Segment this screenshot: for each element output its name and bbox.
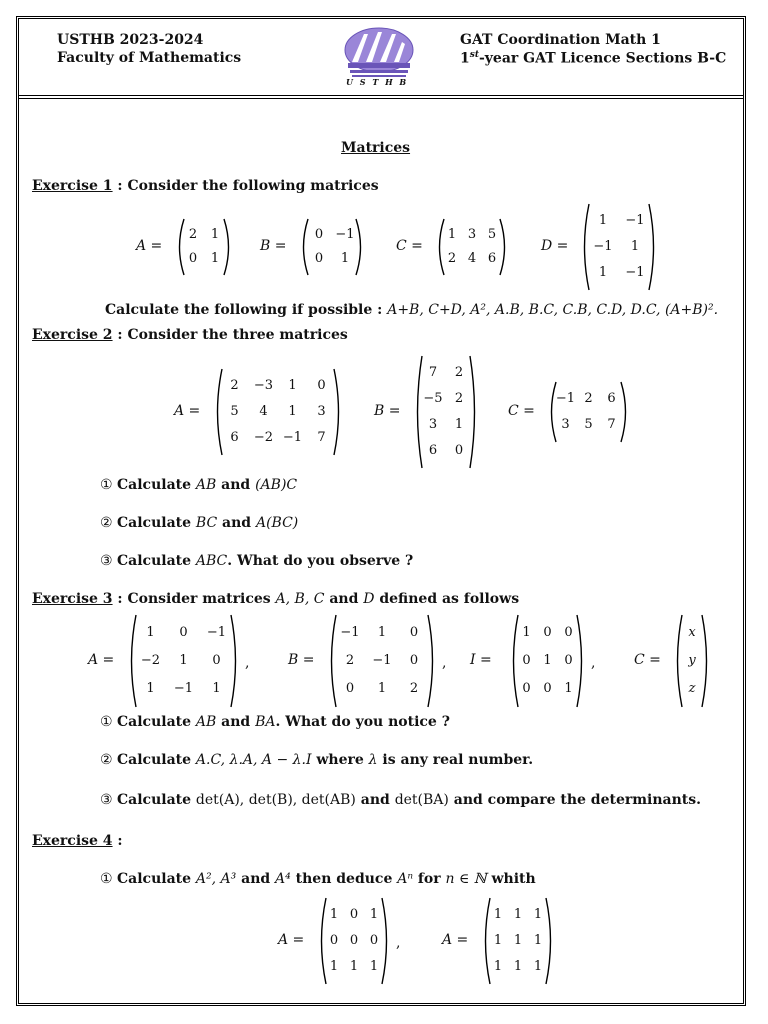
ex1-matrix-b-cell: 0 xyxy=(314,251,324,266)
ex4-matrix-a2-cell: 1 xyxy=(493,907,503,922)
usthb-logo xyxy=(340,26,418,90)
ex1-matrix-c-cell: 2 xyxy=(447,251,457,266)
ex2-matrix-c-cell: 6 xyxy=(607,391,616,406)
ex1-matrix-b-brackets xyxy=(298,217,366,277)
ex1-matrix-b-cell: −1 xyxy=(335,227,355,242)
ex2-matrix-a-cell: 7 xyxy=(317,430,326,445)
ex3-matrix-b-cell: 0 xyxy=(345,681,355,696)
ex1-matrix-a-cell: 0 xyxy=(188,251,198,266)
ex1-matrix-a-cell: 2 xyxy=(188,227,198,242)
ex2-matrix-a-cell: −3 xyxy=(253,378,274,393)
ex3-matrix-i-cell: 0 xyxy=(522,681,531,696)
page-title: Matrices xyxy=(341,140,411,156)
ex3-heading: Exercise 3 : Consider matrices A, B, C and D defined as follows xyxy=(32,591,520,607)
ex2-matrix-b-cell: 3 xyxy=(428,417,438,432)
ex1-matrix-d-cell: 1 xyxy=(598,213,608,228)
ex3-matrix-c-cell: z xyxy=(688,681,696,696)
ex1-matrix-c-cell: 3 xyxy=(467,227,477,242)
ex4-item-1: ① Calculate A², A³ and A⁴ then deduce Aⁿ for n ∈ ℕ whith xyxy=(100,871,536,887)
ex1-matrix-d-cell: −1 xyxy=(625,265,645,280)
ex2-matrix-a-cell: 0 xyxy=(317,378,326,393)
ex4-matrix-a2-cell: 1 xyxy=(513,907,523,922)
ex3-matrix-i-name: I = xyxy=(470,652,492,668)
ex4-matrix-a1-cell: 1 xyxy=(349,959,359,974)
header-divider-2 xyxy=(19,98,743,99)
ex2-matrix-a-name: A = xyxy=(174,403,201,419)
ex3-matrix-c-cell: x xyxy=(688,625,696,640)
ex1-matrix-a-cell: 1 xyxy=(210,251,220,266)
ex4-matrix-a1-cell: 1 xyxy=(329,959,339,974)
ex3-matrix-a-cell: 1 xyxy=(146,681,155,696)
ex1-matrix-d-cell: −1 xyxy=(625,213,645,228)
page-frame xyxy=(16,16,746,1006)
ex1-matrix-c-name: C = xyxy=(396,238,423,254)
ex2-matrix-a-cell: 1 xyxy=(288,378,297,393)
ex1-matrix-d-cell: −1 xyxy=(593,239,613,254)
ex3-matrix-b-cell: −1 xyxy=(340,625,360,640)
ex4-matrix-a2-cell: 1 xyxy=(493,933,503,948)
ex4-matrix-a1-cell: 0 xyxy=(349,907,359,922)
ex3-item-1: ① Calculate AB and BA. What do you notice ? xyxy=(100,714,450,730)
ex3-matrix-b-name: B = xyxy=(288,652,315,668)
ex4-matrix-a1-cell: 1 xyxy=(329,907,339,922)
header-coordination: GAT Coordination Math 1 xyxy=(460,32,661,48)
ex2-matrix-a-cell: −2 xyxy=(253,430,274,445)
ex4-matrix-a2-cell: 1 xyxy=(533,907,543,922)
header-divider xyxy=(19,95,743,96)
ex3-item-2: ② Calculate A.C, λ.A, A − λ.I where λ is any real number. xyxy=(100,752,534,768)
ex2-matrix-b-cell: 1 xyxy=(454,417,464,432)
ex3-matrix-a-separator: , xyxy=(245,655,250,671)
ex3-matrix-b-cell: 1 xyxy=(377,625,387,640)
ex3-matrix-a-cell: −2 xyxy=(140,653,161,668)
ex1-matrix-a-brackets xyxy=(174,217,234,277)
ex4-matrix-a2-cell: 1 xyxy=(513,933,523,948)
header-faculty: Faculty of Mathematics xyxy=(57,50,242,66)
ex3-matrix-a-cell: 0 xyxy=(212,653,221,668)
ex3-matrix-i-cell: 0 xyxy=(543,681,552,696)
ex1-matrix-c-cell: 4 xyxy=(467,251,477,266)
ex4-heading: Exercise 4 : xyxy=(32,833,123,849)
ex2-matrix-c-cell: 3 xyxy=(561,417,570,432)
ex4-matrix-a2-name: A = xyxy=(442,932,469,948)
ex3-matrix-i-cell: 0 xyxy=(564,653,573,668)
ex4-matrix-a1-separator: , xyxy=(396,935,401,951)
ex3-matrix-b-cell: 2 xyxy=(409,681,419,696)
ex2-matrix-a-cell: 3 xyxy=(317,404,326,419)
ex3-matrix-b-cell: 0 xyxy=(409,653,419,668)
ex3-matrix-i-cell: 0 xyxy=(522,653,531,668)
ex1-matrix-d-cell: 1 xyxy=(630,239,640,254)
header-section: 1st-year GAT Licence Sections B-C xyxy=(460,50,727,67)
ex2-matrix-a-cell: −1 xyxy=(282,430,303,445)
ex2-matrix-b-cell: 6 xyxy=(428,443,438,458)
ex3-matrix-b-cell: −1 xyxy=(372,653,392,668)
ex4-matrix-a1-cell: 0 xyxy=(369,933,379,948)
ex3-matrix-a-cell: −1 xyxy=(206,625,227,640)
ex4-matrix-a2-cell: 1 xyxy=(493,959,503,974)
ex3-matrix-i-cell: 0 xyxy=(564,625,573,640)
ex2-matrix-c-brackets xyxy=(546,380,631,444)
ex3-matrix-i-cell: 1 xyxy=(543,653,552,668)
ex2-matrix-b-cell: 7 xyxy=(428,365,438,380)
ex3-matrix-a-cell: 1 xyxy=(212,681,221,696)
ex3-matrix-a-cell: 0 xyxy=(179,625,188,640)
ex1-matrix-b-name: B = xyxy=(260,238,287,254)
ex2-matrix-b-cell: −5 xyxy=(423,391,443,406)
ex2-matrix-c-cell: 5 xyxy=(584,417,593,432)
ex3-matrix-b-cell: 1 xyxy=(377,681,387,696)
ex1-heading: Exercise 1 : Consider the following matrices xyxy=(32,178,379,194)
ex4-matrix-a1-cell: 1 xyxy=(369,907,379,922)
ex2-heading: Exercise 2 : Consider the three matrices xyxy=(32,327,348,343)
ex2-matrix-a-cell: 6 xyxy=(230,430,239,445)
ex2-matrix-c-cell: 7 xyxy=(607,417,616,432)
ex1-matrix-c-cell: 5 xyxy=(487,227,497,242)
ex3-matrix-c-name: C = xyxy=(634,652,661,668)
ex3-matrix-i-cell: 1 xyxy=(564,681,573,696)
ex2-matrix-c-name: C = xyxy=(508,403,535,419)
ex4-matrix-a2-cell: 1 xyxy=(533,959,543,974)
ex2-item-2: ② Calculate BC and A(BC) xyxy=(100,515,299,531)
ex4-matrix-a2-cell: 1 xyxy=(513,959,523,974)
ex1-matrix-b-cell: 1 xyxy=(340,251,350,266)
ex4-matrix-a1-cell: 0 xyxy=(329,933,339,948)
header-university: USTHB 2023-2024 xyxy=(57,32,204,48)
ex3-matrix-c-cell: y xyxy=(688,653,696,668)
ex1-matrix-c-brackets xyxy=(434,217,510,277)
logo-acronym: U S T H B xyxy=(346,77,409,87)
ex2-matrix-a-cell: 1 xyxy=(288,404,297,419)
ex3-matrix-a-name: A = xyxy=(88,652,115,668)
ex2-matrix-a-cell: 4 xyxy=(259,404,268,419)
ex2-matrix-a-cell: 2 xyxy=(230,378,239,393)
ex3-matrix-a-cell: 1 xyxy=(146,625,155,640)
ex3-matrix-b-cell: 0 xyxy=(409,625,419,640)
ex1-task: Calculate the following if possible : A+B, C+D, A², A.B, B.C, C.B, C.D, D.C, (A+B)². xyxy=(105,302,719,318)
ex1-matrix-a-name: A = xyxy=(136,238,163,254)
ex2-matrix-a-cell: 5 xyxy=(230,404,239,419)
ex1-matrix-c-cell: 1 xyxy=(447,227,457,242)
ex3-matrix-a-cell: −1 xyxy=(173,681,194,696)
ex2-item-1: ① Calculate AB and (AB)C xyxy=(100,477,298,493)
ex1-matrix-b-cell: 0 xyxy=(314,227,324,242)
ex2-matrix-b-cell: 0 xyxy=(454,443,464,458)
ex2-matrix-b-cell: 2 xyxy=(454,391,464,406)
ex3-matrix-i-cell: 0 xyxy=(543,625,552,640)
ex2-matrix-b-cell: 2 xyxy=(454,365,464,380)
ex1-matrix-d-name: D = xyxy=(541,238,569,254)
ex2-matrix-c-cell: −1 xyxy=(555,391,576,406)
ex4-matrix-a1-name: A = xyxy=(278,932,305,948)
ex1-matrix-d-cell: 1 xyxy=(598,265,608,280)
ex4-matrix-a1-cell: 1 xyxy=(369,959,379,974)
ex1-matrix-c-cell: 6 xyxy=(487,251,497,266)
ex2-matrix-b-name: B = xyxy=(374,403,401,419)
ex3-item-3: ③ Calculate det(A), det(B), det(AB) and det(BA) and compare the determinants. xyxy=(100,792,702,808)
ex4-matrix-a2-cell: 1 xyxy=(533,933,543,948)
ex3-matrix-i-cell: 1 xyxy=(522,625,531,640)
ex4-matrix-a1-cell: 0 xyxy=(349,933,359,948)
ex3-matrix-i-separator: , xyxy=(591,655,596,671)
ex2-item-3: ③ Calculate ABC. What do you observe ? xyxy=(100,553,414,569)
ex3-matrix-b-separator: , xyxy=(442,655,447,671)
ex1-matrix-a-cell: 1 xyxy=(210,227,220,242)
ex3-matrix-a-cell: 1 xyxy=(179,653,188,668)
ex3-matrix-b-cell: 2 xyxy=(345,653,355,668)
ex2-matrix-c-cell: 2 xyxy=(584,391,593,406)
